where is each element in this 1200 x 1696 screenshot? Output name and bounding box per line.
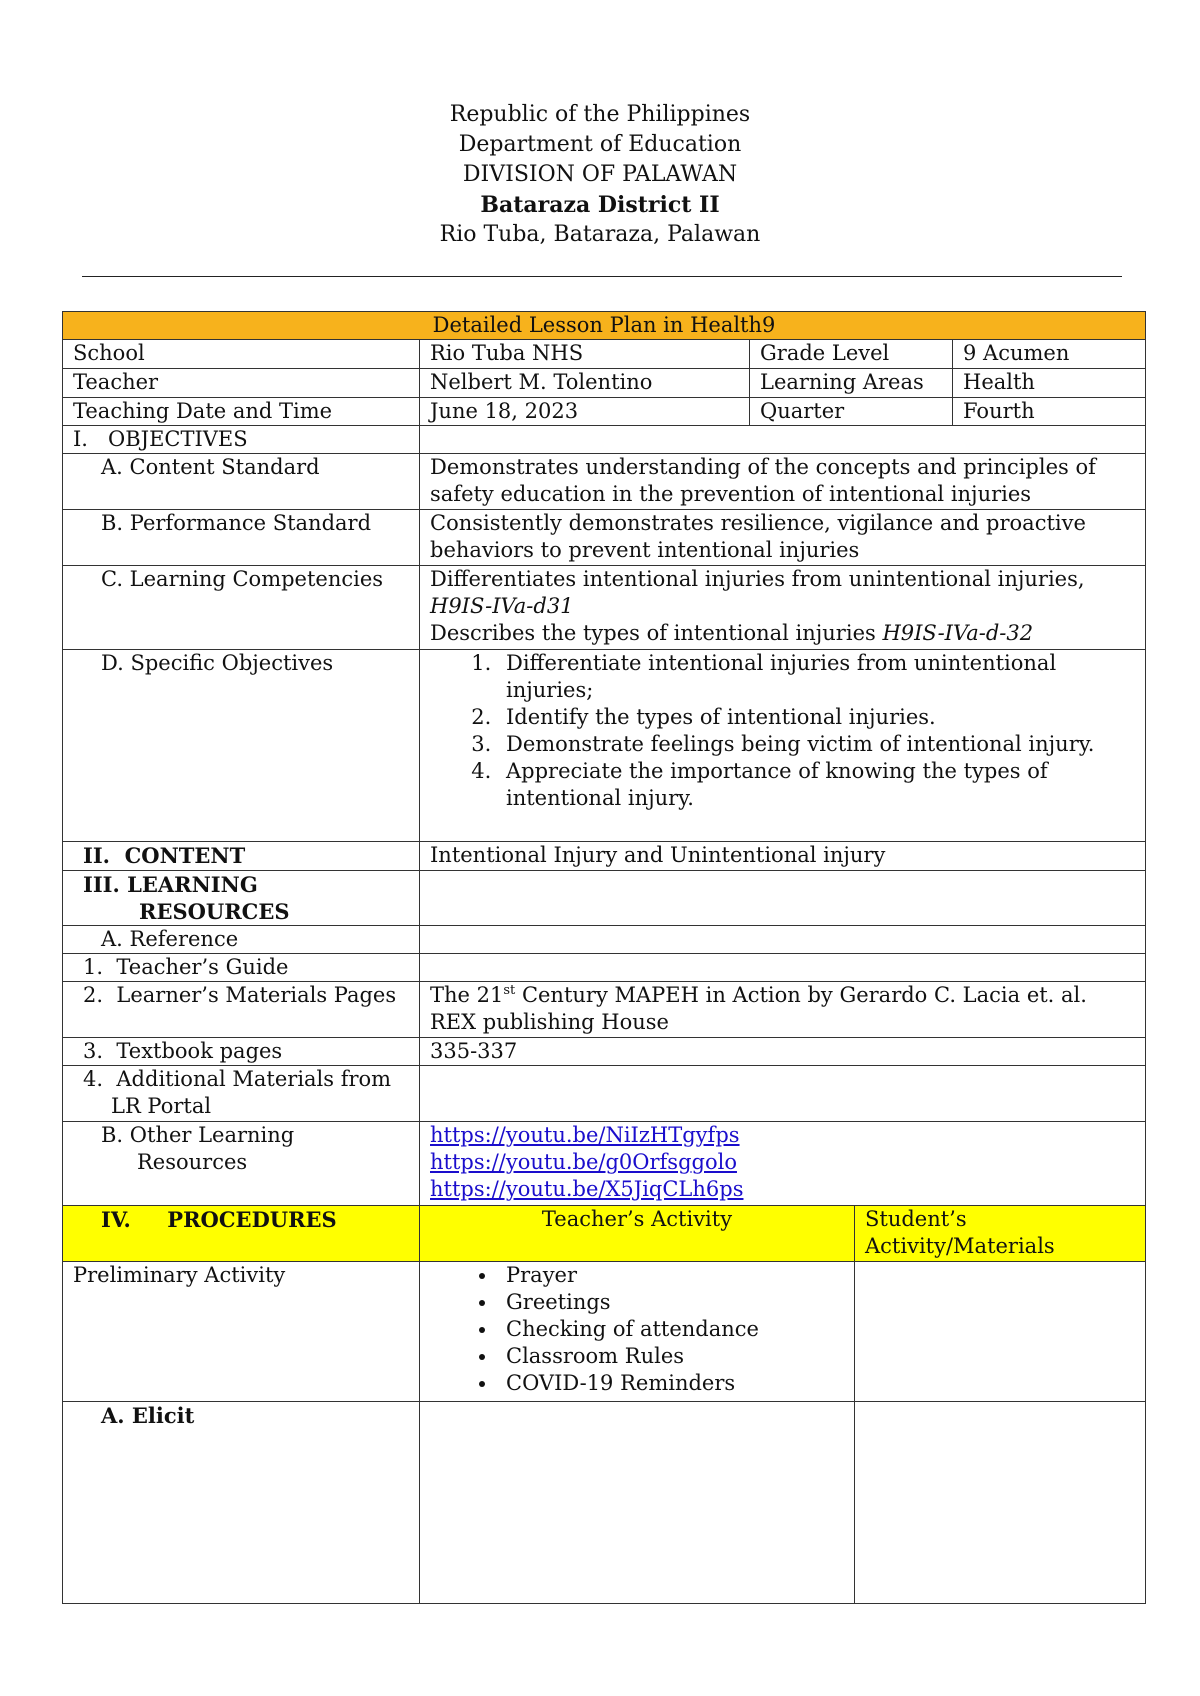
specific-objective-item: 3. Demonstrate feelings being victim of intentional injury. [498, 731, 1135, 758]
header-district: Bataraza District II [480, 192, 720, 218]
quarter-value: Fourth [953, 398, 1146, 426]
learning-resources-blank [420, 871, 1146, 926]
preliminary-student-blank [855, 1262, 1146, 1402]
textbook-pages-value: 335-337 [420, 1038, 1146, 1066]
header-divider [82, 276, 1122, 277]
additional-materials-blank [420, 1066, 1146, 1122]
header-division: DIVISION OF PALAWAN [462, 162, 738, 187]
elicit-label: A. Elicit [63, 1402, 420, 1604]
learning-resources-heading [63, 871, 420, 926]
learning-resources-heading-text: III. LEARNING RESOURCES [83, 872, 290, 924]
lesson-plan-table [62, 311, 1146, 1604]
resource-link[interactable]: https://youtu.be/g0Orfsggolo [430, 1150, 737, 1174]
reference-label: A. Reference [63, 926, 420, 954]
preliminary-activity-label: Preliminary Activity [63, 1262, 420, 1402]
textbook-pages-label: 3. Textbook pages [63, 1038, 420, 1066]
grade-level-label: Grade Level [750, 340, 953, 369]
content-value: Intentional Injury and Unintentional injury [420, 842, 1146, 871]
teacher-activity-header: Teacher’s Activity [420, 1206, 855, 1262]
teachers-guide-label: 1. Teacher’s Guide [63, 954, 420, 982]
teacher-label: Teacher [63, 369, 420, 398]
specific-objectives-value [420, 650, 1146, 842]
specific-objectives-list [430, 650, 1135, 812]
header-address: Rio Tuba, Bataraza, Palawan [439, 222, 761, 247]
content-heading: II. CONTENT [63, 842, 420, 871]
competency-1 [430, 566, 1135, 620]
learning-competencies-label: C. Learning Competencies [63, 566, 420, 650]
specific-objectives-label: D. Specific Objectives [63, 650, 420, 842]
additional-materials-label [63, 1066, 420, 1122]
preliminary-item: • Checking of attendance [498, 1316, 844, 1343]
learners-materials-label: 2. Learner’s Materials Pages [63, 982, 420, 1038]
teaching-date-label: Teaching Date and Time [63, 398, 420, 426]
competency-1-text: Differentiates intentional injuries from unintentional injuries, [430, 567, 1085, 591]
learning-competencies-value [420, 566, 1146, 650]
objectives-heading: I. OBJECTIVES [63, 426, 420, 454]
teachers-guide-blank [420, 954, 1146, 982]
student-activity-header: Student’s Activity/Materials [855, 1206, 1146, 1262]
preliminary-item: • Greetings [498, 1289, 844, 1316]
preliminary-item: • COVID-19 Reminders [498, 1370, 844, 1397]
specific-objective-item: 1. Differentiate intentional injuries from unintentional injuries; [498, 650, 1135, 704]
resource-link[interactable]: https://youtu.be/X5JiqCLh6ps [430, 1177, 744, 1201]
preliminary-item: • Classroom Rules [498, 1343, 844, 1370]
preliminary-activity-list [430, 1262, 844, 1397]
learners-materials-line2: REX publishing House [430, 1010, 669, 1034]
teacher-value: Nelbert M. Tolentino [420, 369, 750, 398]
competency-1-code: H9IS-IVa-d31 [430, 594, 574, 618]
resource-link[interactable]: https://youtu.be/NiIzHTgyfps [430, 1123, 740, 1147]
preliminary-item: • Prayer [498, 1262, 844, 1289]
competency-2 [430, 620, 1135, 647]
learners-materials-text-b: Century MAPEH in Action by Gerardo C. Lacia et. al. [515, 983, 1087, 1007]
performance-standard-value: Consistently demonstrates resilience, vigilance and proactive behaviors to prevent intentional injuries [420, 510, 1146, 566]
plan-title: Detailed Lesson Plan in Health9 [63, 312, 1146, 340]
other-resources-label [63, 1122, 420, 1206]
header-department: Department of Education [458, 132, 742, 157]
procedures-heading: IV. PROCEDURES [63, 1206, 420, 1262]
elicit-student-blank [855, 1402, 1146, 1604]
content-standard-label: A. Content Standard [63, 454, 420, 510]
teaching-date-value: June 18, 2023 [420, 398, 750, 426]
school-label: School [63, 340, 420, 369]
competency-2-code: H9IS-IVa-d-32 [882, 621, 1034, 645]
specific-objective-item: 2. Identify the types of intentional injuries. [498, 704, 1135, 731]
content-standard-value: Demonstrates understanding of the concepts and principles of safety education in the prevention of intentional injuries [420, 454, 1146, 510]
objectives-blank [420, 426, 1146, 454]
other-resources-label-text: B. Other Learning Resources [101, 1123, 295, 1174]
document-header [0, 100, 1200, 250]
preliminary-activity-list-cell [420, 1262, 855, 1402]
learning-areas-label: Learning Areas [750, 369, 953, 398]
quarter-label: Quarter [750, 398, 953, 426]
specific-objective-item: 4. Appreciate the importance of knowing the types of intentional injury. [498, 758, 1135, 812]
grade-level-value: 9 Acumen [953, 340, 1146, 369]
competency-2-text: Describes the types of intentional injuries [430, 621, 883, 645]
learning-areas-value: Health [953, 369, 1146, 398]
learners-materials-line1 [430, 982, 1135, 1009]
elicit-teacher-blank [420, 1402, 855, 1604]
additional-materials-label-text: 4. Additional Materials from LR Portal [83, 1067, 398, 1118]
school-value: Rio Tuba NHS [420, 340, 750, 369]
header-republic: Republic of the Philippines [449, 102, 751, 127]
learners-materials-value [420, 982, 1146, 1038]
performance-standard-label: B. Performance Standard [63, 510, 420, 566]
learners-materials-text-a: The 21 [430, 983, 504, 1007]
other-resources-links [420, 1122, 1146, 1206]
learners-materials-sup: st [503, 983, 516, 998]
reference-blank [420, 926, 1146, 954]
